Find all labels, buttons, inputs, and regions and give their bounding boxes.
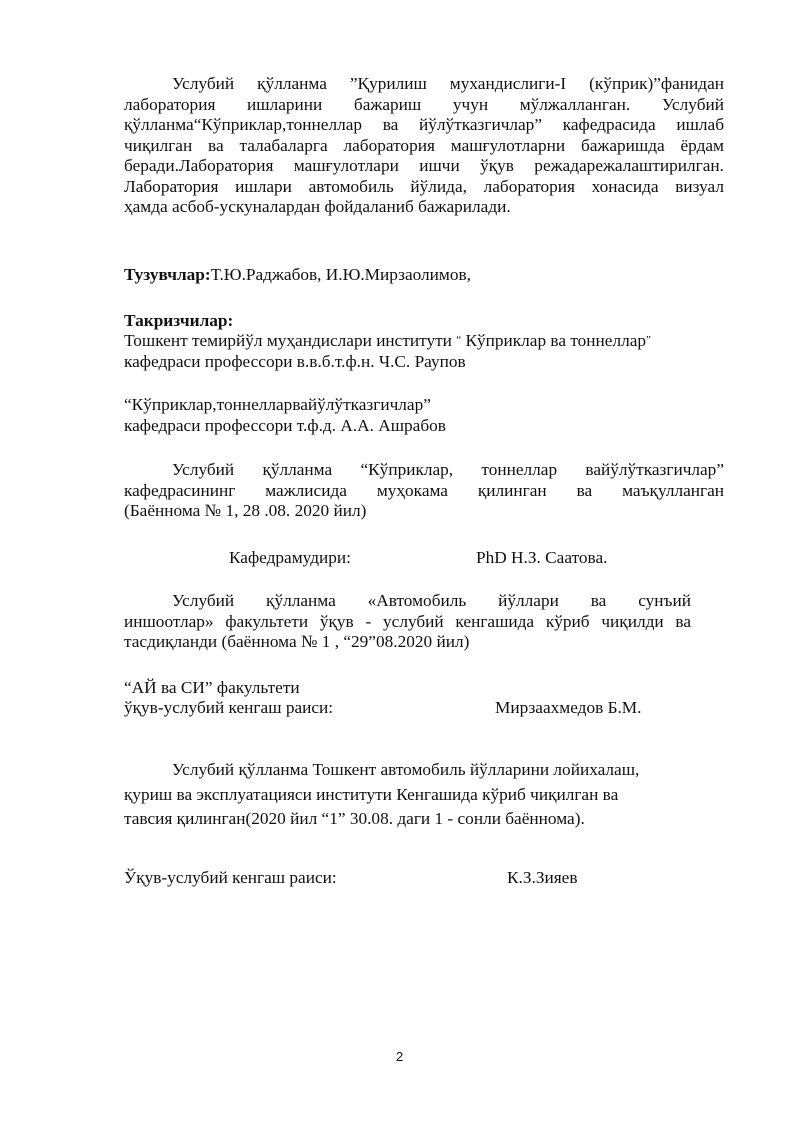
intro-line: Услубий қўлланма ”Қурилиш мухандислиги-I (кўприк)”фанидан (172, 74, 724, 93)
compilers-line (124, 265, 471, 285)
reviewer-1-line-2: кафедраси профессори в.в.б.т.ф.н. Ч.С. Раупов (124, 352, 466, 371)
close-quote: ” (646, 334, 651, 346)
open-quote: “ (456, 334, 462, 346)
reviewers-label: Такризчилар: (124, 311, 234, 330)
department-review-paragraph (124, 460, 724, 522)
faculty-approval-line: Услубий қўлланма «Автомобиль йўллари ва сунъий (172, 591, 691, 610)
reviewer-1-department: Кўприклар ва тоннеллар (461, 331, 647, 350)
faculty-approval-paragraph (124, 591, 691, 653)
department-review-line: кафедрасининг мажлисида муҳокама қилинган ва маъқулланган (124, 480, 724, 500)
institute-council-chair-name: К.З.Зияев (507, 868, 578, 887)
institute-approval-line-1: Услубий қўлланма Тошкент автомобиль йўлларини лойихалаш, (172, 760, 640, 779)
intro-line: чиқилган ва талабаларга лаборатория машғулотларни бажаришда ёрдам (124, 135, 724, 155)
head-of-department-label: Кафедрамудири: (229, 548, 351, 567)
department-review-line: Услубий қўлланма “Кўприклар, тоннеллар вайўлўтказгичлар” (172, 460, 724, 479)
reviewer-2-line-2: кафедраси профессори т.ф.д. А.А. Ашрабов (124, 416, 446, 435)
head-of-department-name: PhD Н.З. Саатова. (476, 548, 608, 567)
intro-paragraph (124, 74, 724, 218)
intro-line: қўлланма“Кўприклар,тоннеллар ва йўлўтказгичлар” кафедрасида ишлаб (124, 115, 724, 134)
intro-line: лаборатория ишларини бажариш учун мўлжалланган. Услубий (124, 94, 724, 114)
department-review-line: (Баённома № 1, 28 .08. 2020 йил) (124, 501, 367, 520)
compilers-label: Тузувчлар: (124, 265, 211, 284)
page-number: 2 (396, 1049, 404, 1064)
faculty-name: “АЙ ва СИ” факультети (124, 678, 300, 697)
reviewer-2-line-1: “Кўприклар,тоннелларвайўлўтказгичлар” (124, 395, 431, 414)
institute-approval-line-2: қуриш ва эксплуатацияси институти Кенгашида кўриб чиқилган ва (124, 785, 619, 804)
institute-approval-line-3: тавсия қилинган(2020 йил “1” 30.08. даги 1 - сонли баённома). (124, 809, 585, 828)
faculty-approval-line: иншоотлар» факультети ўқув - услубий кенгашида кўриб чиқилди ва (124, 611, 691, 631)
intro-line: ҳамда асбоб-ускуналардан фойдаланиб бажарилади. (124, 197, 511, 216)
faculty-council-chair-name: Мирзаахмедов Б.М. (495, 698, 642, 717)
intro-line: беради.Лаборатория машғулотлари ишчи ўқув режадарежалаштирилган. (124, 156, 724, 175)
reviewer-1-institute: Тошкент темирйўл муҳандислари институти (124, 331, 457, 350)
intro-line: Лаборатория ишлари автомобиль йўлида, лаборатория хонасида визуал (124, 176, 724, 196)
institute-council-label: Ўқув-услубий кенгаш раиси: (124, 868, 337, 887)
faculty-council-label: ўқув-услубий кенгаш раиси: (124, 698, 334, 717)
reviewer-1-line-1 (124, 331, 651, 351)
faculty-approval-line: тасдиқланди (баённома № 1 , “29”08.2020 йил) (124, 632, 470, 651)
compilers-names: Т.Ю.Раджабов, И.Ю.Мирзаолимов, (210, 265, 471, 284)
